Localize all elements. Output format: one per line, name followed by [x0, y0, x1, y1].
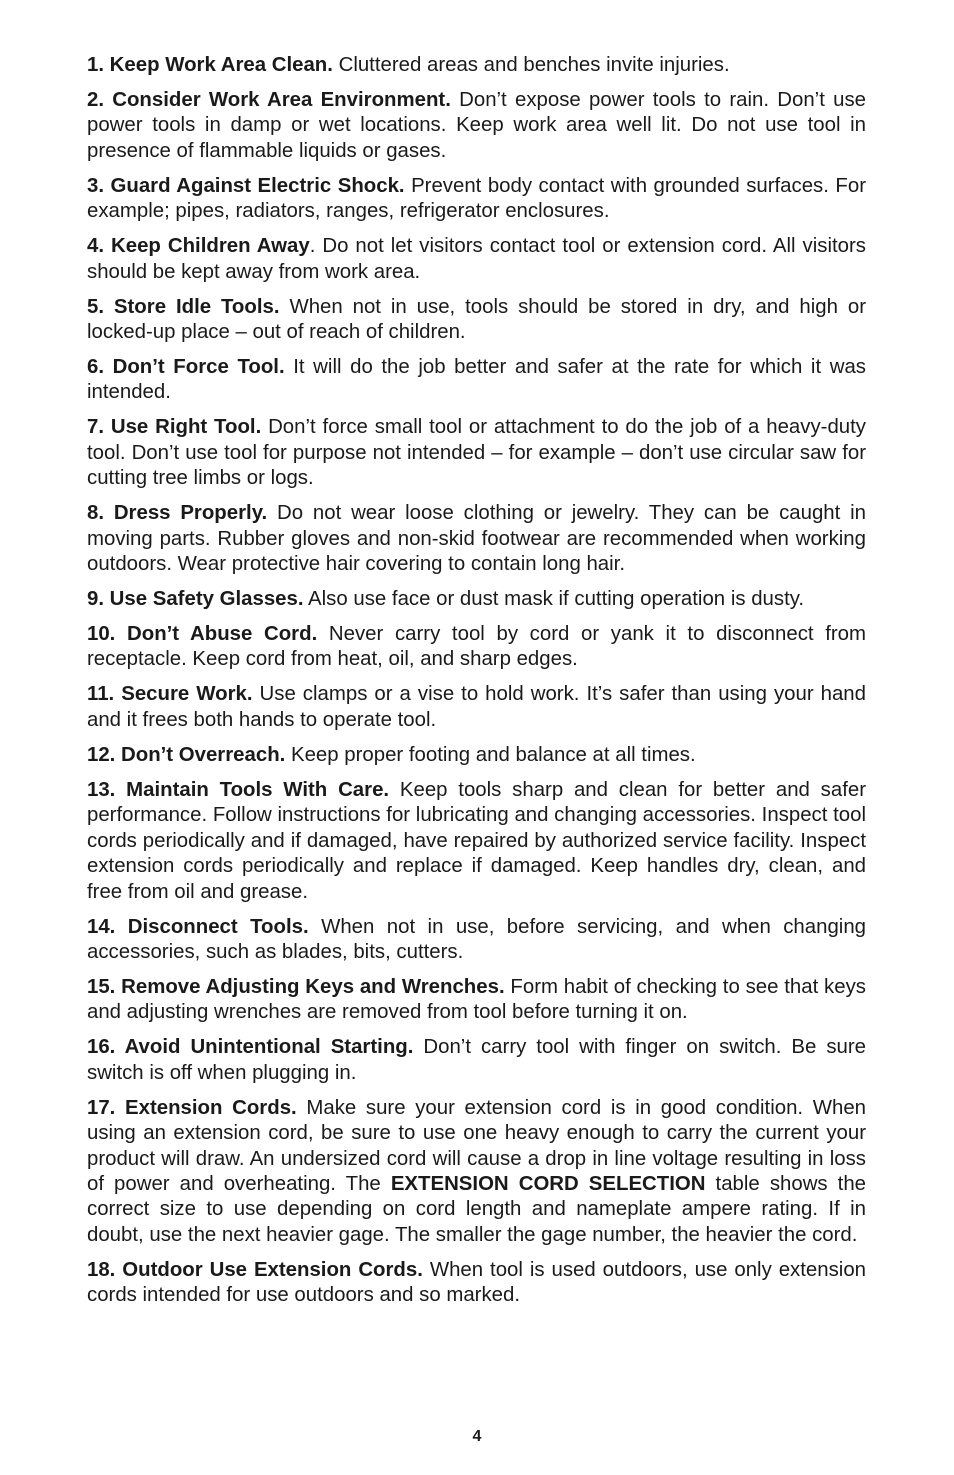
- rule-text: Cluttered areas and benches invite injuries.: [332, 54, 730, 76]
- rule-15: [87, 975, 866, 1026]
- rule-18: [87, 1258, 866, 1309]
- rule-text: Don’t force small tool or attachment to do the job of a heavy-duty tool. Don’t use tool for purpose not intended – for example – don’t use circular saw for cutting tree limbs or logs.: [87, 416, 866, 490]
- rule-title: 10. Don’t Abuse Cord.: [87, 623, 318, 646]
- rule-text: When not in use, before servicing, and when changing accessories, such as blades, bits, cutters.: [87, 915, 867, 963]
- rule-title: 11. Secure Work.: [87, 683, 253, 706]
- rule-title: 17. Extension Cords.: [87, 1096, 297, 1119]
- rule-title: 12. Don’t Overreach.: [87, 743, 286, 766]
- safety-rules-list: [87, 53, 866, 1318]
- rule-14: [87, 915, 866, 966]
- rule-3: [87, 174, 866, 225]
- rule-text: Use clamps or a vise to hold work. It’s safer than using your hand and it frees both hands to operate tool.: [87, 683, 866, 731]
- rule-title: 13. Maintain Tools With Care.: [87, 778, 390, 801]
- rule-text: When tool is used outdoors, use only extension cords intended for use outdoors and so marked.: [87, 1258, 867, 1307]
- rule-title: 1. Keep Work Area Clean.: [87, 54, 333, 76]
- rule-title: 3. Guard Against Electric Shock.: [87, 174, 405, 197]
- rule-text: Prevent body contact with grounded surfaces. For example; pipes, radiators, ranges, refrigerator enclosures.: [87, 174, 866, 223]
- rule-6: [87, 355, 866, 406]
- rule-2: [87, 88, 866, 164]
- table-reference: EXTENSION CORD SELECTION: [390, 1172, 706, 1195]
- rule-title: 8. Dress Properly.: [87, 502, 268, 525]
- rule-9: [87, 587, 866, 612]
- rule-text: Keep proper footing and balance at all times.: [285, 743, 696, 766]
- rule-8: [87, 501, 866, 577]
- rule-title: 9. Use Safety Glasses.: [87, 588, 304, 611]
- rule-title: 15. Remove Adjusting Keys and Wrenches.: [87, 975, 505, 998]
- rule-title: 18. Outdoor Use Extension Cords.: [87, 1258, 423, 1281]
- page-number: 4: [472, 1428, 482, 1445]
- rule-title: 14. Disconnect Tools.: [87, 915, 309, 938]
- rule-text: Also use face or dust mask if cutting operation is dusty.: [303, 588, 805, 611]
- rule-4: [87, 234, 866, 285]
- rule-text: Don’t carry tool with finger on switch. Be sure switch is off when plugging in.: [87, 1036, 866, 1084]
- rule-text: Keep tools sharp and clean for better and safer performance. Follow instructions for lubricating and changing accessories. Inspect tool cords periodically and if damaged, have repaired by authorized service facility. Inspect extension cords periodically and replace if damaged. Keep handles dry, clean, and free from oil and grease.: [87, 778, 866, 903]
- rule-text: . Do not let visitors contact tool or extension cord. All visitors should be kept away from work area.: [87, 235, 867, 283]
- rule-10: [87, 622, 866, 673]
- rule-5: [87, 295, 866, 346]
- rule-text-continued: table shows the correct size to use depending on cord length and nameplate ampere rating. If in doubt, use the next heavier gage. The smaller the gage number, the heavier the cord.: [87, 1172, 867, 1246]
- rule-7: [87, 415, 866, 491]
- rule-title: 6. Don’t Force Tool.: [87, 356, 285, 379]
- rule-text: Don’t expose power tools to rain. Don’t use power tools in damp or wet locations. Keep work area well lit. Do not use tool in presence of flammable liquids or gases.: [87, 89, 866, 162]
- rule-17: [87, 1096, 866, 1248]
- rule-title: 4. Keep Children Away: [87, 235, 310, 258]
- rule-text: Form habit of checking to see that keys and adjusting wrenches are removed from tool before turning it on.: [87, 975, 866, 1024]
- rule-title: 5. Store Idle Tools.: [87, 295, 280, 318]
- rule-text: Make sure your extension cord is in good condition. When using an extension cord, be sure to use one heavy enough to carry the current your product will draw. An undersized cord will cause a drop in line voltage resulting in loss of power and overheating. The: [87, 1096, 867, 1195]
- rule-13: [87, 778, 866, 905]
- rule-text: It will do the job better and safer at the rate for which it was intended.: [87, 356, 866, 404]
- rule-16: [87, 1035, 866, 1086]
- rule-text: Do not wear loose clothing or jewelry. They can be caught in moving parts. Rubber gloves and non-skid footwear are recommended when working outdoors. Wear protective hair covering to contain long hair.: [87, 502, 866, 576]
- rule-title: 16. Avoid Unintentional Starting.: [87, 1036, 414, 1059]
- rule-text: When not in use, tools should be stored in dry, and high or locked-up place – out of reach of children.: [87, 295, 866, 344]
- rule-title: 2. Consider Work Area Environment.: [87, 89, 451, 111]
- rule-1: [87, 53, 866, 78]
- rule-title: 7. Use Right Tool.: [87, 416, 262, 439]
- rule-11: [87, 682, 866, 733]
- rule-12: [87, 743, 866, 768]
- rule-text: Never carry tool by cord or yank it to disconnect from receptacle. Keep cord from heat, oil, and sharp edges.: [87, 623, 866, 671]
